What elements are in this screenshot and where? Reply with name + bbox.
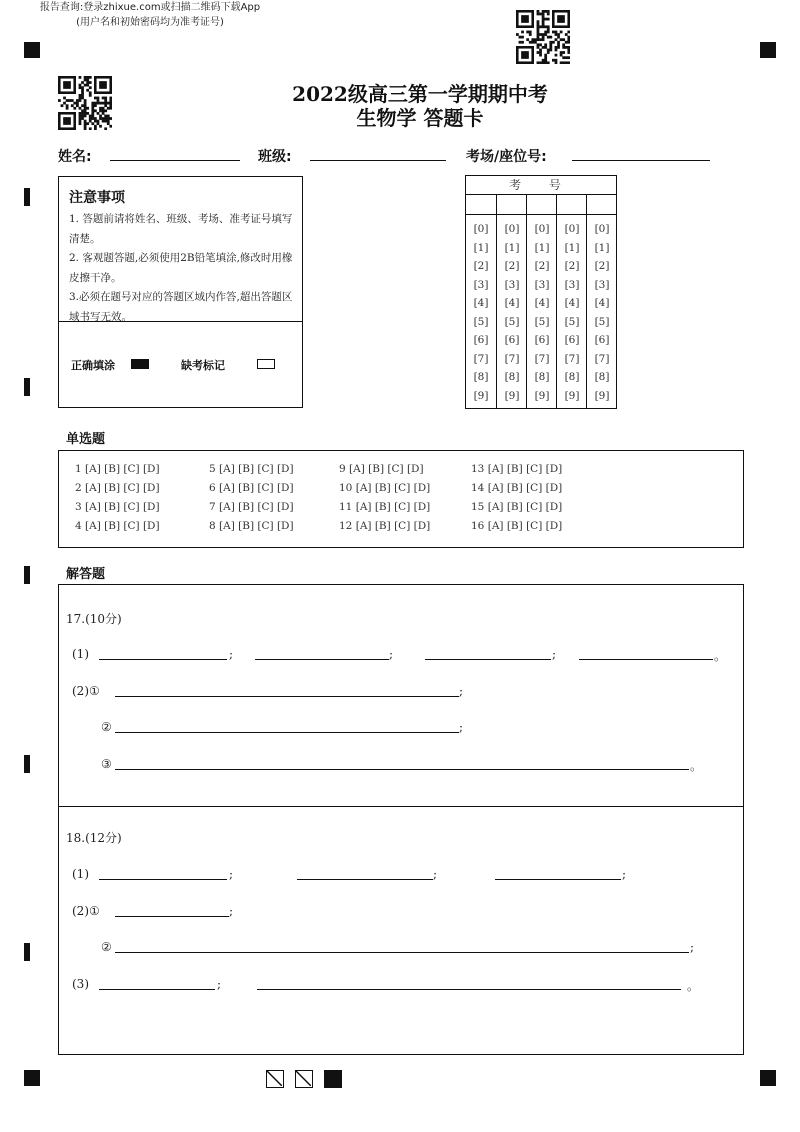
exam-number-column [496, 195, 526, 408]
digit-bubble[interactable]: [3] [594, 278, 610, 291]
digit-bubble[interactable]: [9] [504, 389, 520, 402]
question-number: 12 [339, 520, 353, 532]
download-qr-code [516, 10, 570, 64]
semicolon: ; [229, 647, 234, 661]
corner-mark-top-left [24, 42, 40, 58]
q17-part1-label: (1) [72, 647, 89, 661]
circled-2-label: ② [101, 720, 112, 734]
answer-line[interactable] [425, 659, 551, 660]
name-field[interactable] [110, 160, 240, 161]
corner-mark-top-right [760, 42, 776, 58]
report-line: 报告查询:登录zhixue.com或扫描二维码下载App [39, 2, 261, 13]
exam-number-column [586, 195, 616, 408]
question-number: 7 [209, 501, 216, 513]
digit-bubble[interactable]: [1] [504, 241, 520, 254]
answer-options[interactable]: [A] [B] [C] [D] [487, 520, 563, 532]
choice-question-16[interactable] [471, 520, 562, 532]
notice-item: 3.必须在题号对应的答题区域内作答,超出答题区域书写无效。 [69, 291, 293, 323]
exam-number-column [556, 195, 586, 408]
digit-bubble[interactable]: [7] [594, 352, 610, 365]
digit-bubble[interactable]: [3] [534, 278, 550, 291]
digit-bubble[interactable]: [7] [504, 352, 520, 365]
choice-question-1[interactable] [75, 463, 160, 475]
digit-bubble[interactable]: [9] [594, 389, 610, 402]
question-17-title: 17.(10分) [66, 612, 122, 626]
digit-bubble[interactable]: [9] [534, 389, 550, 402]
class-label: 班级: [258, 149, 292, 165]
single-choice-box [58, 450, 744, 548]
digit-bubble[interactable]: [4] [504, 297, 520, 309]
notice-body [69, 210, 297, 327]
answer-line[interactable] [115, 952, 689, 953]
legend-absent-label: 缺考标记 [181, 359, 225, 372]
digit-bubble[interactable]: [9] [473, 389, 489, 402]
question-18-title: 18.(12分) [66, 831, 122, 845]
answer-options[interactable]: [A] [B] [C] [D] [85, 501, 160, 513]
page-subtitle: 生物学 答题卡 [356, 106, 484, 130]
divider [59, 806, 743, 807]
answer-options[interactable]: [A] [B] [C] [D] [355, 482, 431, 494]
circled-3-label: ③ [101, 757, 112, 771]
notice-item: 2. 客观题答题,必须使用2B铅笔填涂,修改时用橡皮擦干净。 [69, 252, 293, 284]
divider [59, 321, 302, 322]
period: 。 [714, 649, 727, 663]
seat-label: 考场/座位号: [466, 149, 547, 165]
digit-bubble[interactable]: [2] [594, 260, 610, 272]
semicolon: ; [459, 720, 464, 734]
name-label: 姓名: [58, 149, 92, 165]
digit-bubble[interactable]: [5] [534, 315, 550, 328]
semicolon: ; [389, 647, 394, 661]
choice-question-7[interactable] [209, 501, 294, 513]
digit-bubble[interactable]: [8] [534, 371, 550, 383]
semicolon: ; [229, 904, 234, 918]
question-number: 9 [339, 463, 346, 475]
single-choice-title: 单选题 [66, 432, 106, 447]
exam-number-column [526, 195, 556, 408]
digit-bubble[interactable]: [5] [473, 315, 489, 328]
choice-question-9[interactable] [339, 463, 424, 475]
answer-options[interactable]: [A] [B] [C] [D] [487, 463, 563, 475]
choice-question-3[interactable] [75, 501, 160, 513]
digit-bubble[interactable]: [8] [504, 371, 520, 383]
timing-mark [24, 755, 30, 773]
answer-line[interactable] [99, 659, 227, 660]
digit-bubble[interactable]: [3] [504, 278, 520, 291]
answer-line[interactable] [115, 696, 459, 697]
digit-bubble[interactable]: [0] [564, 223, 580, 235]
answer-options[interactable]: [A] [B] [C] [D] [85, 520, 160, 532]
answer-line[interactable] [579, 659, 713, 660]
filled-bubble-sample [131, 359, 149, 369]
essay-title: 解答题 [66, 567, 106, 582]
digit-bubble[interactable]: [8] [473, 371, 489, 383]
legend-correct-label: 正确填涂 [71, 359, 115, 372]
circled-2-label: ② [101, 940, 112, 954]
q18-part2-label: (2)① [72, 904, 100, 918]
digit-bubble[interactable]: [0] [534, 223, 550, 235]
question-number: 14 [471, 482, 485, 494]
crossed-box-mark [266, 1070, 284, 1088]
timing-mark [24, 566, 30, 584]
q18-part1-label: (1) [72, 867, 89, 881]
digit-bubble[interactable]: [6] [504, 334, 520, 346]
absent-mark-box[interactable] [257, 359, 275, 369]
exam-number-column [466, 195, 496, 408]
seat-field[interactable] [572, 160, 710, 161]
choice-question-4[interactable] [75, 520, 160, 532]
digit-bubble[interactable]: [5] [594, 315, 610, 328]
digit-bubble[interactable]: [1] [594, 241, 610, 254]
semicolon: ; [552, 647, 557, 661]
digit-bubble[interactable]: [6] [594, 334, 610, 346]
digit-bubble[interactable]: [1] [473, 241, 489, 254]
answer-line[interactable] [255, 659, 389, 660]
choice-question-6[interactable] [209, 482, 294, 494]
semicolon: ; [433, 867, 438, 881]
choice-question-8[interactable] [209, 520, 294, 532]
question-number: 8 [209, 520, 216, 532]
report-query-note [0, 0, 300, 30]
student-qr-code [58, 76, 112, 130]
digit-bubble[interactable]: [2] [534, 260, 550, 272]
semicolon: ; [229, 867, 234, 881]
choice-question-14[interactable] [471, 482, 562, 494]
exam-number-grid [465, 175, 617, 409]
digit-bubble[interactable]: [1] [564, 241, 580, 254]
answer-options[interactable]: [A] [B] [C] [D] [219, 482, 294, 494]
answer-options[interactable]: [A] [B] [C] [D] [349, 463, 424, 475]
question-number: 5 [209, 463, 216, 475]
choice-question-13[interactable] [471, 463, 562, 475]
filled-box-mark [324, 1070, 342, 1088]
digit-bubble[interactable]: [4] [473, 297, 489, 309]
answer-line[interactable] [99, 989, 215, 990]
digit-bubble[interactable]: [2] [564, 260, 580, 272]
digit-bubble[interactable]: [9] [564, 389, 580, 402]
digit-bubble[interactable]: [0] [504, 223, 520, 235]
digit-bubble[interactable]: [0] [473, 223, 489, 235]
digit-bubble[interactable]: [4] [564, 297, 580, 309]
answer-line[interactable] [99, 879, 227, 880]
choice-question-5[interactable] [209, 463, 294, 475]
digit-bubble[interactable]: [8] [594, 371, 610, 383]
answer-line[interactable] [115, 916, 229, 917]
account-line: (用户名和初始密码均为准考证号) [76, 17, 224, 28]
corner-mark-bottom-left [24, 1070, 40, 1086]
digit-bubble[interactable]: [0] [594, 223, 610, 235]
digit-bubble[interactable]: [7] [564, 352, 580, 365]
timing-mark [24, 943, 30, 961]
corner-mark-bottom-right [760, 1070, 776, 1086]
digit-bubble[interactable]: [3] [473, 278, 489, 291]
answer-options[interactable]: [A] [B] [C] [D] [219, 501, 294, 513]
question-number: 6 [209, 482, 216, 494]
digit-bubble[interactable]: [6] [564, 334, 580, 346]
digit-bubble[interactable]: [5] [564, 315, 580, 328]
semicolon: ; [459, 684, 464, 698]
digit-bubble[interactable]: [8] [564, 371, 580, 383]
answer-line[interactable] [115, 769, 689, 770]
choice-question-15[interactable] [471, 501, 562, 513]
semicolon: ; [217, 977, 222, 991]
question-number: 10 [339, 482, 353, 494]
choice-question-11[interactable] [339, 501, 430, 513]
answer-options[interactable]: [A] [B] [C] [D] [355, 501, 431, 513]
choice-question-12[interactable] [339, 520, 430, 532]
answer-options[interactable]: [A] [B] [C] [D] [487, 482, 563, 494]
period: 。 [690, 759, 703, 773]
choice-question-10[interactable] [339, 482, 430, 494]
answer-line[interactable] [115, 732, 459, 733]
notice-box [58, 176, 303, 408]
question-number: 11 [339, 501, 353, 513]
notice-item: 1. 答题前请将姓名、班级、考场、准考证号填写清楚。 [69, 213, 293, 245]
digit-bubble[interactable]: [1] [534, 241, 550, 254]
answer-line[interactable] [297, 879, 433, 880]
timing-mark [24, 188, 30, 206]
answer-line[interactable] [257, 989, 681, 990]
notice-title: 注意事项 [69, 190, 125, 206]
semicolon: ; [622, 867, 627, 881]
question-number: 13 [471, 463, 485, 475]
answer-options[interactable]: [A] [B] [C] [D] [219, 520, 294, 532]
question-number: 1 [75, 463, 82, 475]
q17-part2-label: (2)① [72, 684, 100, 698]
page-title: 2022级高三第一学期期中考 [292, 82, 548, 106]
question-number: 2 [75, 482, 82, 494]
digit-bubble[interactable]: [3] [564, 278, 580, 291]
digit-bubble[interactable]: [5] [504, 315, 520, 328]
question-number: 4 [75, 520, 82, 532]
answer-options[interactable]: [A] [B] [C] [D] [355, 520, 431, 532]
semicolon: ; [690, 940, 695, 954]
period: 。 [687, 979, 700, 993]
essay-box [58, 584, 744, 1055]
digit-bubble[interactable]: [2] [504, 260, 520, 272]
digit-bubble[interactable]: [4] [594, 297, 610, 309]
timing-mark [24, 378, 30, 396]
crossed-box-mark [295, 1070, 313, 1088]
digit-bubble[interactable]: [6] [534, 334, 550, 346]
class-field[interactable] [310, 160, 446, 161]
answer-options[interactable]: [A] [B] [C] [D] [85, 463, 160, 475]
q18-part3-label: (3) [72, 977, 89, 991]
digit-bubble[interactable]: [4] [534, 297, 550, 309]
digit-bubble[interactable]: [7] [473, 352, 489, 365]
question-number: 16 [471, 520, 485, 532]
exam-number-header: 考 号 [466, 176, 616, 195]
answer-options[interactable]: [A] [B] [C] [D] [487, 501, 563, 513]
answer-options[interactable]: [A] [B] [C] [D] [85, 482, 160, 494]
choice-question-2[interactable] [75, 482, 160, 494]
answer-options[interactable]: [A] [B] [C] [D] [219, 463, 294, 475]
answer-line[interactable] [495, 879, 621, 880]
digit-bubble[interactable]: [7] [534, 352, 550, 365]
digit-bubble[interactable]: [6] [473, 334, 489, 346]
question-number: 3 [75, 501, 82, 513]
digit-bubble[interactable]: [2] [473, 260, 489, 272]
question-number: 15 [471, 501, 485, 513]
